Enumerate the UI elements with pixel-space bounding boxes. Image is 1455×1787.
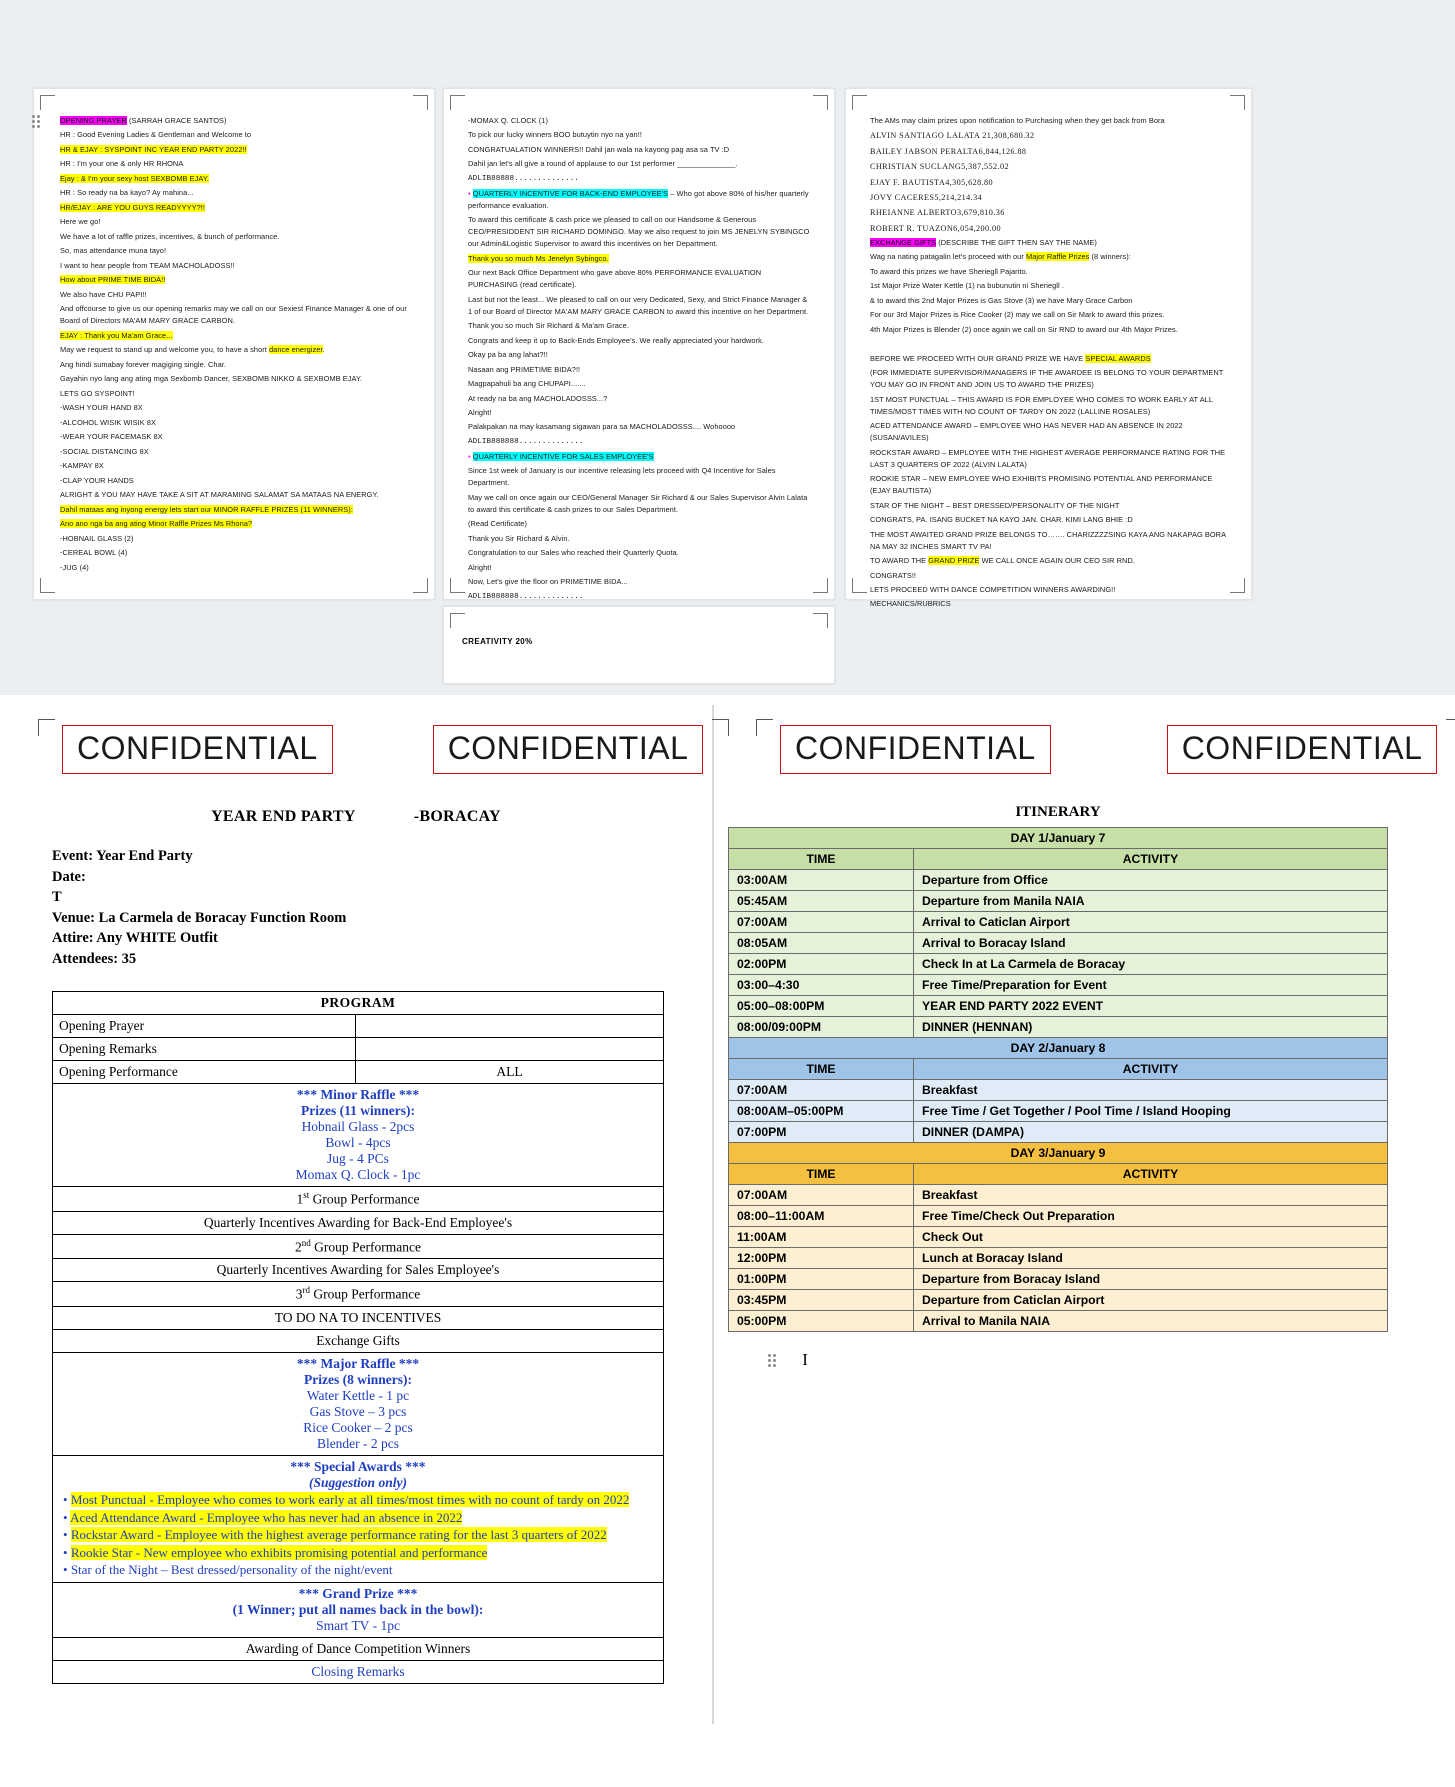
crop-corner-icon [450, 613, 465, 628]
script-line: -CLAP YOUR HANDS [60, 475, 134, 485]
table-row [729, 996, 1388, 1017]
confidential-banner-row-right [714, 695, 1455, 774]
script-line: -CEREAL BOWL (4) [60, 548, 128, 558]
script-line: Congrats and keep it up to Back-Ends Employee's. We really appreciated your hardwork. [468, 335, 764, 345]
block-item: Bowl - 4pcs [325, 1135, 391, 1151]
script-line: Alright! [468, 407, 492, 417]
itinerary-doc [714, 695, 1455, 1724]
program-item-full: 1st Group Performance [53, 1187, 664, 1212]
script-line: • QUARTERLY INCENTIVE FOR SALES EMPLOYEE'S [468, 451, 654, 461]
confidential-stamp: CONFIDENTIAL [1167, 725, 1438, 774]
script-line: Gayahin nyo lang ang ating mga Sexbomb Dancer, SEXBOMB NIKKO & SEXBOMB EJAY. [60, 374, 363, 384]
itinerary-day-name: DAY 3/January 9 [729, 1143, 1388, 1164]
award-item: • Rookie Star - New employee who exhibits promising potential and performance [63, 1544, 488, 1560]
table-row [729, 1227, 1388, 1248]
script-line: HR/EJAY : ARE YOU GUYS READYYYY?!! [60, 202, 205, 212]
script-line: Okay pa ba ang lahat?!! [468, 350, 548, 360]
award-item: • Rockstar Award - Employee with the highest average performance rating for the last 3 quarters of 2022 [63, 1527, 607, 1543]
text-cursor-row [768, 1350, 1455, 1370]
table-row [53, 1582, 664, 1637]
meta-event: Event: Year End Party [52, 848, 193, 864]
script-line: OPENING PRAYER (SARRAH GRACE SANTOS) [60, 116, 227, 125]
script-line: MECHANICS/RUBRICS [870, 599, 951, 609]
script-line: ALRIGHT & YOU MAY HAVE TAKE A SIT AT MARAMING SALAMAT SA MATAAS NA ENERGY. [60, 490, 379, 500]
itinerary-time: 08:00AM–05:00PM [729, 1101, 914, 1122]
script-line: -MOMAX Q. CLOCK (1) [468, 116, 548, 125]
script-line: -WEAR YOUR FACEMASK 8X [60, 432, 163, 442]
table-row [729, 1269, 1388, 1290]
table-row [729, 1017, 1388, 1038]
block-heading: *** Minor Raffle *** [296, 1087, 420, 1103]
itinerary-time: 03:00AM [729, 870, 914, 891]
table-row [729, 1101, 1388, 1122]
script-line: Magpapahuli ba ang CHUPAPI....... [468, 379, 586, 389]
program-item-full: Exchange Gifts [53, 1329, 664, 1352]
itinerary-activity: Breakfast [914, 1185, 1388, 1206]
table-row [729, 975, 1388, 996]
script-line: 1st Major Prize Water Kettle (1) na bubunutin ni Sheriegll . [870, 281, 1064, 291]
crop-corner-icon [813, 613, 828, 628]
script-line: -KAMPAY 8X [60, 461, 104, 471]
crop-corner-icon [1230, 95, 1245, 110]
award-item: • Most Punctual - Employee who comes to work early at all times/most times with no count of tardy on 2022 [63, 1491, 630, 1507]
creativity-note: CREATIVITY 20% [462, 637, 533, 646]
table-row [729, 1185, 1388, 1206]
table-row [53, 1660, 664, 1683]
script-line: Dahil jan let's all give a round of applause to our 1st performer ______________. [468, 159, 738, 169]
script-line: To award this prizes we have Sheriegll Pajarito. [870, 266, 1028, 276]
script-line: To award this certificate & cash price we pleased to call on our Handsome & Generous CEO/PRESIDDENT SIR RICHARD DOMINGO. May we also request to join MS JENELYN SYBINGCO our Admin&Logistic Supervisor to award this incentives on her Department. [468, 215, 810, 249]
script-sheet-2-continuation[interactable] [443, 606, 835, 684]
meta-attire: Attire: Any WHITE Outfit [52, 930, 218, 947]
table-row [729, 954, 1388, 975]
column-header-activity: ACTIVITY [914, 849, 1388, 870]
column-header-activity: ACTIVITY [914, 1059, 1388, 1080]
script-line: EJAY F. BAUTISTA4,305,628.80 [870, 177, 994, 187]
script-line: -ALCOHOL WISIK WISIK 8X [60, 417, 156, 427]
script-line: ACED ATTENDANCE AWARD – EMPLOYEE WHO HAS NEVER HAD AN ABSENCE IN 2022 (SUSAN/AVILES) [870, 421, 1183, 443]
column-header-time: TIME [729, 849, 914, 870]
script-line: We also have CHU PAPI!! [60, 289, 147, 299]
script-line: 1ST MOST PUNCTUAL – THIS AWARD IS FOR EMPLOYEE WHO COMES TO WORK EARLY AT ALL TIMES/MOST TIMES WITH NO COUNT OF TARDY ON 2022 (LALLINE ROSALES) [870, 394, 1213, 416]
script-line: HR : I'm your one & only HR RHONA [60, 159, 184, 169]
itinerary-time: 07:00AM [729, 1080, 914, 1101]
itinerary-activity: Check In at La Carmela de Boracay [914, 954, 1388, 975]
script-line: Thank you so much Ms Jenelyn Sybingco. [468, 253, 609, 263]
block-subheading: (Suggestion only) [309, 1474, 407, 1490]
script-line: Congratulation to our Sales who reached their Quarterly Quota. [468, 548, 679, 558]
crop-corner-icon [450, 95, 465, 110]
script-pages-board [0, 0, 1455, 695]
table-row [729, 1206, 1388, 1227]
itinerary-time: 05:00PM [729, 1311, 914, 1332]
script-line: I want to hear people from TEAM MACHOLADOSS!! [60, 260, 235, 270]
script-sheet-3[interactable] [845, 88, 1252, 609]
column-header-time: TIME [729, 1164, 914, 1185]
crop-corner-icon [38, 719, 55, 736]
script-sheet-1-body [34, 89, 434, 590]
itinerary-time: 12:00PM [729, 1248, 914, 1269]
table-row [53, 1038, 664, 1061]
block-subheading: Prizes (11 winners): [301, 1103, 415, 1119]
program-item-label: Opening Remarks [53, 1038, 356, 1061]
program-block [53, 1352, 664, 1455]
script-line: Alright! [468, 562, 492, 572]
script-line: CONGRATS, PA. ISANG BUCKET NA KAYO JAN. CHAR. KIMI LANG BHIE :D [870, 515, 1133, 525]
meta-venue: Venue: La Carmela de Boracay Function Room [52, 909, 347, 926]
crop-corner-icon [852, 578, 867, 593]
itinerary-activity: Departure from Caticlan Airport [914, 1290, 1388, 1311]
table-row [53, 1259, 664, 1282]
table-row [729, 1290, 1388, 1311]
script-line: ROCKSTAR AWARD – EMPLOYEE WITH THE HIGHEST AVERAGE PERFORMANCE RATING FOR THE LAST 3 QUARTERS OF 2022 (ALVIN LALATA) [870, 447, 1226, 469]
table-row [53, 1352, 664, 1455]
script-line: TO AWARD THE GRAND PRIZE WE CALL ONCE AGAIN OUR CEO SIR RND. [870, 556, 1135, 566]
program-item-full: Closing Remarks [53, 1660, 664, 1683]
block-heading: *** Grand Prize *** [298, 1585, 418, 1601]
script-line: CONGRATS!! [870, 570, 917, 580]
confidential-stamp: CONFIDENTIAL [433, 725, 704, 774]
script-line: Dahil mataas ang inyong energy lets start our MINOR RAFFLE PRIZES (11 WINNERS): [60, 504, 353, 514]
table-row [729, 933, 1388, 954]
table-row [729, 1122, 1388, 1143]
confidential-stamp: CONFIDENTIAL [780, 725, 1051, 774]
table-row [53, 1187, 664, 1212]
script-line: To pick our lucky winners BOO butuytin nyo na yan!! [468, 130, 642, 140]
script-line: -JUG (4) [60, 562, 89, 572]
table-row [729, 1248, 1388, 1269]
script-line: -HOBNAIL GLASS (2) [60, 533, 134, 543]
program-block [53, 1582, 664, 1637]
itinerary-day-header-row [729, 1143, 1388, 1164]
program-item-full: TO DO NA TO INCENTIVES [53, 1306, 664, 1329]
itinerary-activity: Free Time / Get Together / Pool Time / Island Hooping [914, 1101, 1388, 1122]
script-line: Ano ano nga ba ang ating Minor Raffle Prizes Ms Rhona? [60, 519, 253, 529]
table-row [729, 1080, 1388, 1101]
block-heading: *** Major Raffle *** [296, 1355, 420, 1371]
table-row [53, 1455, 664, 1582]
block-item: Smart TV - 1pc [316, 1617, 400, 1633]
column-header-time: TIME [729, 1059, 914, 1080]
block-subheading: Prizes (8 winners): [304, 1371, 412, 1387]
meta-time: T [52, 889, 62, 906]
itinerary-activity: YEAR END PARTY 2022 EVENT [914, 996, 1388, 1017]
script-line: HR : So ready na ba kayo? Ay mahina... [60, 188, 194, 198]
script-line: Palakpakan na may kasamang sigawan para sa MACHOLADOSSS.... Wohoooo [468, 422, 736, 432]
table-row [53, 1306, 664, 1329]
block-item: Jug - 4 PCs [327, 1151, 389, 1167]
crop-corner-icon [450, 578, 465, 593]
itinerary-activity: Arrival to Manila NAIA [914, 1311, 1388, 1332]
itinerary-activity: Arrival to Caticlan Airport [914, 912, 1388, 933]
script-sheet-3-body [846, 89, 1251, 627]
itinerary-column-header-row [729, 1059, 1388, 1080]
script-line: & to award this 2nd Major Prizes is Gas Stove (3) we have Mary Grace Carbon [870, 295, 1133, 305]
itinerary-activity: Arrival to Boracay Island [914, 933, 1388, 954]
itinerary-activity: Lunch at Boracay Island [914, 1248, 1388, 1269]
page-title-main: YEAR END PARTY [211, 808, 356, 825]
script-line: ROBERT R. TUAZON6,054,200.00 [870, 223, 1001, 233]
script-line: Thank you Sir Richard & Alvin. [468, 533, 570, 543]
program-item-full: Quarterly Incentives Awarding for Sales Employee's [53, 1259, 664, 1282]
script-line: HR & EJAY : SYSPOINT INC YEAR END PARTY 2022!! [60, 144, 247, 154]
itinerary-title: ITINERARY [1015, 804, 1101, 820]
confidential-banner-row-left [0, 695, 712, 774]
table-row [53, 1015, 664, 1038]
itinerary-time: 07:00AM [729, 912, 914, 933]
crop-corner-icon [413, 95, 428, 110]
block-item: Hobnail Glass - 2pcs [301, 1119, 415, 1135]
script-line: Here we go! [60, 217, 101, 227]
script-line: Last but not the least... We pleased to call on our very Dedicated, Sexy, and Strict Finance Manager & 1 of our Board of Director MA'AM MARY GRACE CARBON to award this incentive on her Department. [468, 294, 809, 316]
table-row [53, 1329, 664, 1352]
block-item: Rice Cooker – 2 pcs [303, 1419, 413, 1435]
script-line: ADLIB888888.............. [468, 437, 584, 446]
itinerary-activity: Free Time/Preparation for Event [914, 975, 1388, 996]
script-line: EJAY : Thank you Ma'am Grace... [60, 330, 173, 340]
itinerary-time: 01:00PM [729, 1269, 914, 1290]
itinerary-day-name: DAY 1/January 7 [729, 828, 1388, 849]
script-line [870, 338, 1229, 350]
script-line: Wag na nating patagalin let's proceed with our Major Raffle Prizes (8 winners): [870, 252, 1131, 262]
itinerary-activity: DINNER (DAMPA) [914, 1122, 1388, 1143]
year-end-party-program-doc [0, 695, 712, 1724]
itinerary-activity: Departure from Office [914, 870, 1388, 891]
itinerary-activity: Breakfast [914, 1080, 1388, 1101]
itinerary-day-header-row [729, 1038, 1388, 1059]
page-title-sub: -BORACAY [413, 808, 501, 825]
meta-attendees: Attendees: 35 [52, 950, 137, 967]
itinerary-time: 11:00AM [729, 1227, 914, 1248]
table-row [53, 1282, 664, 1307]
program-item-full: 3rd Group Performance [53, 1282, 664, 1307]
block-item: Water Kettle - 1 pc [306, 1387, 410, 1403]
event-meta [52, 846, 712, 969]
program-item-full: Awarding of Dance Competition Winners [53, 1637, 664, 1660]
table-row [53, 992, 664, 1015]
script-line: LETS PROCEED WITH DANCE COMPETITION WINNERS AWARDING!! [870, 585, 1116, 594]
script-line: Nasaan ang PRIMETIME BIDA?!! [468, 364, 581, 374]
table-row [729, 1311, 1388, 1332]
itinerary-time: 05:45AM [729, 891, 914, 912]
itinerary-activity: Free Time/Check Out Preparation [914, 1206, 1388, 1227]
block-item: Momax Q. Clock - 1pc [295, 1167, 421, 1183]
crop-corner-icon [40, 95, 55, 110]
confidential-stamp: CONFIDENTIAL [62, 725, 333, 774]
script-line: May we request to stand up and welcome you, to have a short dance energizer. [60, 345, 325, 355]
script-line: Ang hindi sumabay forever magiging single. Char. [60, 359, 226, 369]
table-row [729, 912, 1388, 933]
itinerary-time: 07:00PM [729, 1122, 914, 1143]
script-line: EXCHANGE GIFTS (DESCRIBE THE GIFT THEN SAY THE NAME) [870, 237, 1097, 247]
itinerary-activity: Departure from Manila NAIA [914, 891, 1388, 912]
itinerary-time: 08:05AM [729, 933, 914, 954]
itinerary-time: 03:00–4:30 [729, 975, 914, 996]
script-line: THE MOST AWAITED GRAND PRIZE BELONGS TO……. CHARIZZZZSING KAYA ANG NAKAPAG BORA NA MAY 32 INCHES SMART TV PA! [870, 529, 1226, 551]
itinerary-time: 08:00/09:00PM [729, 1017, 914, 1038]
program-item-value: ALL [356, 1061, 664, 1084]
crop-corner-icon [1446, 719, 1455, 736]
block-subheading: (1 Winner; put all names back in the bowl): [232, 1601, 484, 1617]
script-line: Our next Back Office Department who gave above 80% PERFORMANCE EVALUATION PURCHASING (read certificate). [468, 268, 762, 290]
itinerary-time: 05:00–08:00PM [729, 996, 914, 1017]
crop-corner-icon [813, 95, 828, 110]
script-line: BEFORE WE PROCEED WITH OUR GRAND PRIZE WE HAVE SPECIAL AWARDS [870, 353, 1151, 363]
program-awards [53, 1455, 664, 1582]
crop-corner-icon [813, 578, 828, 593]
itinerary-time: 07:00AM [729, 1185, 914, 1206]
program-header-cell: PROGRAM [53, 992, 664, 1015]
script-line: LETS GO SYSPOINT! [60, 388, 135, 398]
itinerary-column-header-row [729, 849, 1388, 870]
itinerary-activity: Departure from Boracay Island [914, 1269, 1388, 1290]
itinerary-time: 03:45PM [729, 1290, 914, 1311]
program-item-full: Quarterly Incentives Awarding for Back-End Employee's [53, 1211, 664, 1234]
award-item: • Star of the Night – Best dressed/personality of the night/event [63, 1562, 393, 1578]
script-sheet-2[interactable] [443, 88, 835, 600]
block-item: Blender - 2 pcs [316, 1435, 400, 1451]
script-line: -SOCIAL DISTANCING 8X [60, 446, 149, 456]
script-line: For our 3rd Major Prizes is Rice Cooker (2) may we call on Sir Mark to award this prizes. [870, 310, 1165, 320]
itinerary-day-name: DAY 2/January 8 [729, 1038, 1388, 1059]
crop-corner-icon [1230, 578, 1245, 593]
table-row [729, 891, 1388, 912]
script-line: Thank you so much Sir Richard & Ma'am Grace. [468, 321, 629, 331]
itinerary-activity: DINNER (HENNAN) [914, 1017, 1388, 1038]
crop-corner-icon [413, 578, 428, 593]
script-line: So, mas attendance muna tayo! [60, 246, 167, 256]
script-line: At ready na ba ang MACHOLADOSSS...? [468, 393, 608, 403]
page-title [0, 808, 712, 826]
script-line: Ejay : & I'm your sexy host SEXBOMB EJAY. [60, 173, 209, 183]
script-line: May we call on once again our CEO/General Manager Sir Richard & our Sales Supervisor Alvin Lalata to award this certificate & cash prizes to our Sales Department. [468, 492, 808, 514]
program-item-label: Opening Prayer [53, 1015, 356, 1038]
script-line: ALVIN SANTIAGO LALATA 21,308,680.32 [870, 131, 1035, 141]
itinerary-table [728, 827, 1388, 1332]
itinerary-time: 02:00PM [729, 954, 914, 975]
program-item-value [356, 1015, 664, 1038]
itinerary-activity: Check Out [914, 1227, 1388, 1248]
column-header-activity: ACTIVITY [914, 1164, 1388, 1185]
script-sheet-2-body [444, 89, 834, 634]
script-line: CONGRATUALATION WINNERS!! Dahil jan wala na kayong pag asa sa TV :D [468, 144, 730, 154]
table-row [53, 1084, 664, 1187]
script-line: ADLIB888888.............. [468, 592, 584, 601]
award-item: • Aced Attendance Award - Employee who has never had an absence in 2022 [63, 1509, 463, 1525]
script-line: • QUARTERLY INCENTIVE FOR BACK-END EMPLOYEE'S – Who got above 80% of his/her quarterly performance evaluation. [468, 188, 809, 210]
table-row [53, 1061, 664, 1084]
block-item: Gas Stove – 3 pcs [309, 1403, 407, 1419]
program-item-full: 2nd Group Performance [53, 1234, 664, 1259]
program-item-label: Opening Performance [53, 1061, 356, 1084]
script-line: ROOKIE STAR – NEW EMPLOYEE WHO EXHIBITS PROMISING POTENTIAL AND PERFORMANCE (EJAY BAUTISTA) [870, 474, 1213, 496]
script-line: HR : Good Evening Ladies & Gentleman and Welcome to [60, 130, 252, 140]
itinerary-time: 08:00–11:00AM [729, 1206, 914, 1227]
program-item-value [356, 1038, 664, 1061]
script-line: How about PRIME TIME BIDA!! [60, 275, 166, 285]
script-line: Now, Let's give the floor on PRIMETIME BIDA... [468, 577, 628, 587]
script-line: We have a lot of raffle prizes, incentives, & bunch of performance. [60, 231, 280, 241]
script-line: (Read Certificate) [468, 519, 527, 529]
itinerary-day-header-row [729, 828, 1388, 849]
crop-corner-icon [756, 719, 773, 736]
script-line: ADLIB88888.............. [468, 174, 579, 183]
script-line: CHRISTIAN SUCLANG5,387,552.02 [870, 162, 1009, 172]
script-line: Since 1st week of January is our incentive releasing lets proceed with Q4 Incentive for Sales Department. [468, 466, 776, 488]
table-row [53, 1211, 664, 1234]
documents-area [0, 695, 1455, 1724]
program-block [53, 1084, 664, 1187]
script-sheet-1[interactable] [33, 88, 435, 600]
table-row [729, 870, 1388, 891]
program-table [52, 991, 664, 1683]
table-row [53, 1234, 664, 1259]
script-line: And offcourse to give us our opening remarks may we call on our Sexiest Finance Manager & one of our Board of Directors MA'AM MARY GRACE CARBON. [60, 304, 407, 326]
table-row [53, 1637, 664, 1660]
itinerary-column-header-row [729, 1164, 1388, 1185]
meta-date: Date: [52, 868, 86, 885]
script-line: RHEIANNE ALBERTO3,679,810.36 [870, 208, 1005, 218]
script-line: JOVY CACERES5,214,214.34 [870, 192, 983, 202]
crop-corner-icon [852, 95, 867, 110]
cursor-char: I [802, 1350, 808, 1369]
block-heading: *** Special Awards *** [290, 1458, 426, 1474]
script-line: 4th Major Prizes is Blender (2) once again we call on Sir RND to award our 4th Major Prizes. [870, 324, 1178, 334]
crop-corner-icon [40, 578, 55, 593]
script-line: STAR OF THE NIGHT – BEST DRESSED/PERSONALITY OF THE NIGHT [870, 500, 1120, 510]
drag-handle-icon[interactable] [32, 115, 42, 129]
drag-handle-icon[interactable] [768, 1354, 780, 1368]
script-line: (FOR IMMEDIATE SUPERVISOR/MANAGERS IF THE AWARDEE IS BELONG TO YOUR DEPARTMENT YOU MAY GO IN FRONT AND JOIN US TO AWARD THE PRIZES) [870, 368, 1224, 390]
script-line: The AMs may claim prizes upon notification to Purchasing when they get back from Bora [870, 116, 1165, 125]
script-line: BAILEY JABSON PERALTA6,844,126.88 [870, 146, 1027, 156]
script-line: -WASH YOUR HAND 8X [60, 403, 143, 413]
